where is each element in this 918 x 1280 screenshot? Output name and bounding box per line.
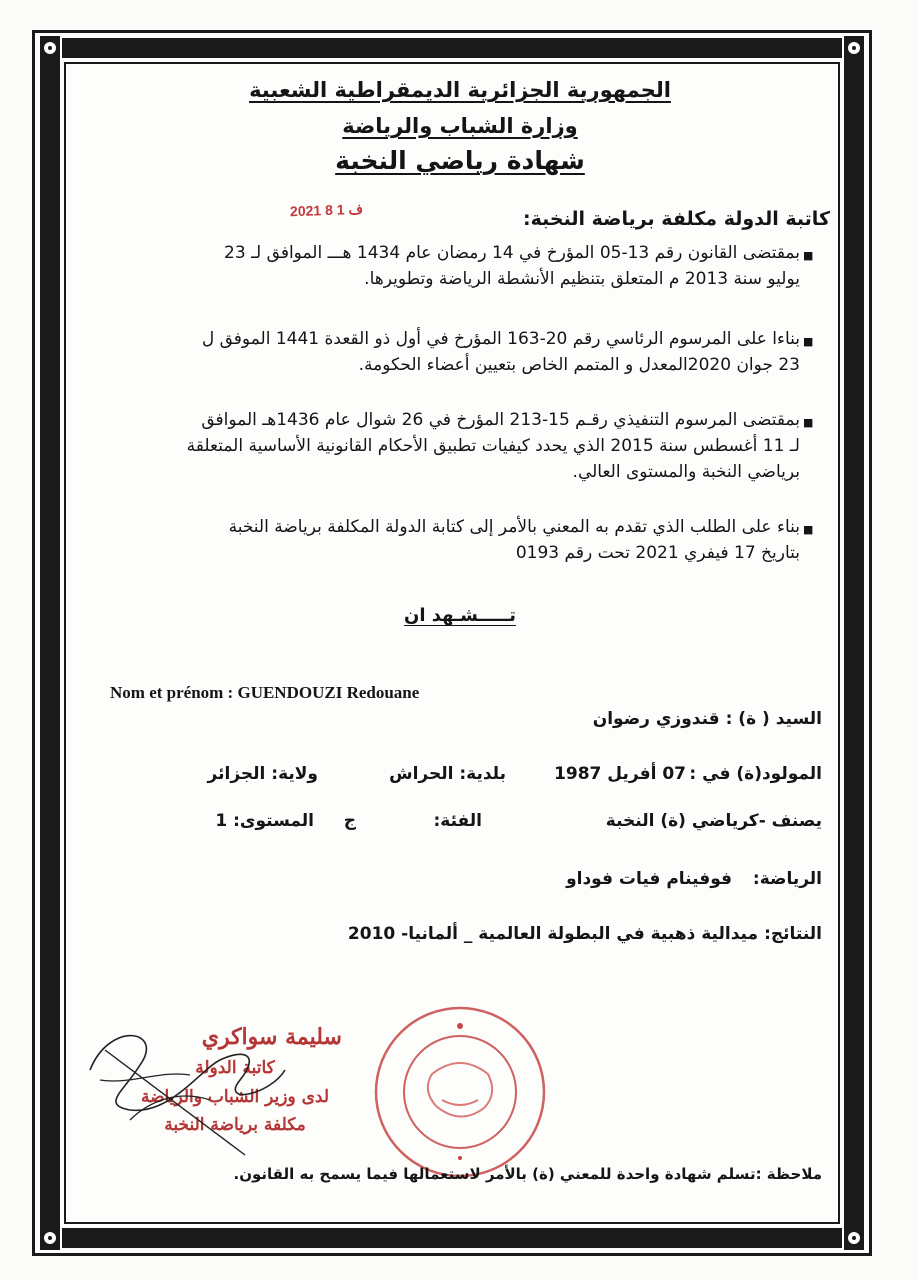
ministry-heading: وزارة الشباب والرياضة <box>342 114 578 138</box>
date-stamp: 2021 ف 1 8 <box>289 200 364 220</box>
clause-4-line-1: بناء على الطلب الذي تقدم به المعني بالأمر إلى كتابة الدولة المكلفة برياضة النخبة <box>228 517 800 537</box>
clause-4-bullet: ■ <box>803 523 814 536</box>
clause-3-bullet: ■ <box>803 416 814 429</box>
republic-heading: الجمهورية الجزائرية الديمقراطية الشعبية <box>249 78 671 102</box>
official-seal <box>372 1004 548 1180</box>
results-label: النتائج: <box>764 924 822 944</box>
clause-3-line-2: لـ 11 أغسطس سنة 2015 الذي يحدد كيفيات تطبيق الأحكام القانونية الأساسية المتعلقة <box>186 436 800 456</box>
sport-value: فوفينام فيات فوداو <box>566 869 732 889</box>
clause-3-line-3: برياضي النخبة والمستوى العالي. <box>572 462 800 482</box>
name-french: Nom et prénom : GUENDOUZI Redouane <box>110 683 420 702</box>
clause-1-bullet: ■ <box>803 249 814 262</box>
corner-ornament-top-right <box>845 39 863 57</box>
clause-2-bullet: ■ <box>803 335 814 348</box>
issuer-line: كاتبة الدولة مكلفة برياضة النخبة: <box>523 208 830 230</box>
corner-ornament-bottom-right <box>845 1229 863 1247</box>
clause-2-line-2: 23 جوان 2020المعدل و المتمم الخاص بتعيين أعضاء الحكومة. <box>358 355 800 375</box>
classification-field: يصنف -كرياضي (ة) النخبة <box>605 811 822 831</box>
wilaya-field: ولاية: الجزائر <box>207 764 318 784</box>
category-value: ج <box>343 811 356 831</box>
corner-ornament-top-left <box>41 39 59 57</box>
name-arabic: السيد ( ة) : قندوزي رضوان <box>592 709 822 729</box>
signatory-role-3: مكلفة برياضة النخبة <box>164 1115 306 1135</box>
handwritten-signature <box>70 1010 300 1180</box>
level-field: المستوى: 1 <box>215 811 314 831</box>
clause-1-line-1: بمقتضى القانون رقم 13-05 المؤرخ في 14 رمضان عام 1434 هـــ الموافق لـ 23 <box>224 243 800 263</box>
commune-field: بلدية: الحراش <box>389 764 506 784</box>
signatory-role-1: كاتبة الدولة <box>195 1058 275 1078</box>
sport-label: الرياضة: <box>752 869 822 889</box>
category-label: الفئة: <box>433 811 482 831</box>
certificate-title: شهادة رياضي النخبة <box>335 146 585 175</box>
birth-label: المولود(ة) في : <box>689 764 822 784</box>
signatory-name: سليمة سواكري <box>201 1024 342 1050</box>
note-line: ملاحظة :تسلم شهادة واحدة للمعني (ة) بالأمر لاستعمالها فيما يسمح به القانون. <box>233 1165 822 1183</box>
clause-1-line-2: يوليو سنة 2013 م المتعلق بتنظيم الأنشطة الرياضة وتطويرها. <box>364 269 800 289</box>
signatory-role-2: لدى وزير الشباب والرياضة <box>140 1087 330 1107</box>
certify-heading: تـــــشـهد ان <box>403 605 517 626</box>
clause-2-line-1: بناءا على المرسوم الرئاسي رقم 20-163 المؤرخ في أول ذو القعدة 1441 الموفق ل <box>201 329 800 349</box>
clause-4-line-2: بتاريخ 17 فيفري 2021 تحت رقم 0193 <box>515 543 800 563</box>
results-value: ميدالية ذهبية في البطولة العالمية _ ألمانيا- 2010 <box>347 924 758 944</box>
clause-3-line-1: بمقتضى المرسوم التنفيذي رقـم 15-213 المؤرخ في 26 شوال عام 1436هـ الموافق <box>201 410 800 430</box>
birth-date: 07 أفريل 1987 <box>554 764 686 784</box>
corner-ornament-bottom-left <box>41 1229 59 1247</box>
